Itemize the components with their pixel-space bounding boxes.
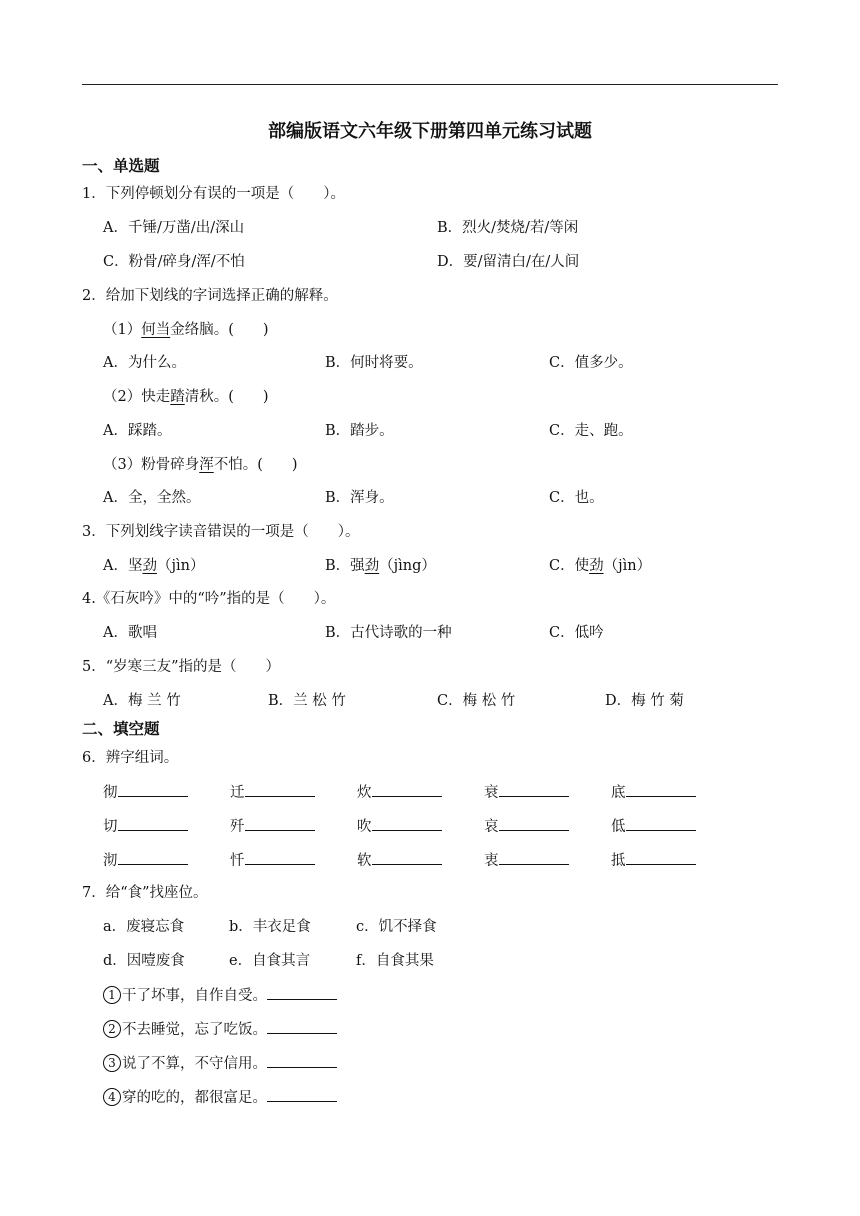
answer-blank[interactable] xyxy=(626,782,696,797)
q2-sub2 xyxy=(103,387,269,407)
q3-option-a-prefix: A．坚 xyxy=(103,558,143,574)
q6-cell xyxy=(611,850,696,871)
q6-char: 抵 xyxy=(611,853,626,869)
answer-blank[interactable] xyxy=(499,850,569,865)
q1-stem: 1．下列停顿划分有误的一项是（ ）。 xyxy=(82,186,345,202)
q3-option-c xyxy=(549,556,651,576)
q2-sub2-underlined: 踏 xyxy=(170,389,185,405)
q6-cell xyxy=(484,816,569,837)
q3-option-b xyxy=(325,556,436,576)
q3-option-c-underlined: 劲 xyxy=(589,558,604,574)
q6-cell xyxy=(230,850,315,871)
q6-char: 忏 xyxy=(230,853,245,869)
q2-sub3-option-a: A．全，全然。 xyxy=(103,490,201,506)
q2-sub2-option-c: C．走、跑。 xyxy=(549,423,633,439)
q2-sub2-prefix: （2）快走 xyxy=(103,389,171,405)
q6-cell xyxy=(103,816,188,837)
q6-char: 衰 xyxy=(484,785,499,801)
answer-blank[interactable] xyxy=(245,782,315,797)
circled-number: 4 xyxy=(103,1088,121,1106)
q3-option-c-pinyin: （jìn） xyxy=(603,558,652,574)
q6-cell xyxy=(103,850,188,871)
q6-cell xyxy=(357,850,442,871)
q7-option-f: f．自食其果 xyxy=(356,953,434,969)
q1-option-d: D．要/留清白/在/人间 xyxy=(437,254,580,270)
q3-option-a-underlined: 劲 xyxy=(142,558,157,574)
q6-char: 衷 xyxy=(484,853,499,869)
answer-blank[interactable] xyxy=(267,1053,337,1068)
q7-option-c: c．饥不择食 xyxy=(356,919,437,935)
answer-blank[interactable] xyxy=(118,850,188,865)
answer-blank[interactable] xyxy=(267,1087,337,1102)
q7-stem: 7．给“食”找座位。 xyxy=(82,885,208,901)
q7-item xyxy=(103,1053,337,1074)
q6-stem: 6．辨字组词。 xyxy=(82,750,179,766)
q2-sub2-option-b: B．踏步。 xyxy=(325,423,394,439)
q6-cell xyxy=(357,816,442,837)
q3-option-b-underlined: 劲 xyxy=(364,558,380,574)
q3-option-c-prefix: C．使 xyxy=(549,558,590,574)
answer-blank[interactable] xyxy=(372,782,442,797)
q7-item xyxy=(103,1019,337,1040)
q7-option-e: e．自食其言 xyxy=(229,953,311,969)
answer-blank[interactable] xyxy=(245,850,315,865)
q2-sub1-suffix: 金络脑。( ) xyxy=(170,322,269,338)
q2-sub1-prefix: （1） xyxy=(103,322,142,338)
q7-item-text: 干了坏事，自作自受。 xyxy=(122,988,267,1004)
q7-item-text: 说了不算，不守信用。 xyxy=(122,1056,267,1072)
q7-item xyxy=(103,985,337,1006)
q3-option-b-prefix: B．强 xyxy=(325,558,365,574)
q6-char: 炊 xyxy=(357,785,372,801)
page-title: 部编版语文六年级下册第四单元练习试题 xyxy=(268,121,592,142)
q2-sub3-suffix: 不怕。( ) xyxy=(213,457,298,473)
answer-blank[interactable] xyxy=(267,1019,337,1034)
q2-sub1-option-b: B．何时将要。 xyxy=(325,355,423,371)
q4-option-c: C．低吟 xyxy=(549,625,604,641)
q7-option-a: a．废寝忘食 xyxy=(103,919,185,935)
q1-option-b: B．烈火/焚烧/若/等闲 xyxy=(437,220,579,236)
answer-blank[interactable] xyxy=(499,782,569,797)
q7-option-d: d．因噎废食 xyxy=(103,953,185,969)
q6-char: 低 xyxy=(611,819,626,835)
q5-stem: 5．“岁寒三友”指的是（ ） xyxy=(82,659,281,675)
answer-blank[interactable] xyxy=(267,985,337,1000)
q5-option-b: B．兰 松 竹 xyxy=(268,693,346,709)
q7-item xyxy=(103,1087,337,1108)
circled-number: 3 xyxy=(103,1054,121,1072)
header-rule xyxy=(82,84,778,85)
answer-blank[interactable] xyxy=(372,850,442,865)
q2-sub1-option-c: C．值多少。 xyxy=(549,355,633,371)
q6-char: 哀 xyxy=(484,819,499,835)
q6-char: 迁 xyxy=(230,785,245,801)
q4-option-b: B．古代诗歌的一种 xyxy=(325,625,452,641)
q6-cell xyxy=(484,850,569,871)
q2-sub2-option-a: A．踩踏。 xyxy=(103,423,172,439)
q7-item-text: 穿的吃的，都很富足。 xyxy=(122,1090,267,1106)
q5-option-c: C．梅 松 竹 xyxy=(437,693,516,709)
q6-char: 沏 xyxy=(103,853,118,869)
q6-cell xyxy=(611,782,696,803)
answer-blank[interactable] xyxy=(626,816,696,831)
circled-number: 1 xyxy=(103,986,121,1004)
q6-char: 软 xyxy=(357,853,372,869)
q4-option-a: A．歌唱 xyxy=(103,625,157,641)
q2-sub1-option-a: A．为什么。 xyxy=(103,355,186,371)
section-heading-single-choice: 一、单选题 xyxy=(82,157,160,175)
q3-option-a-pinyin: （jìn） xyxy=(156,558,205,574)
circled-number: 2 xyxy=(103,1020,121,1038)
q3-option-b-pinyin: （jìng） xyxy=(379,558,436,574)
q6-cell xyxy=(230,816,315,837)
q7-option-b: b．丰衣足食 xyxy=(229,919,311,935)
q2-sub3-underlined: 浑 xyxy=(199,457,214,473)
q6-char: 切 xyxy=(103,819,118,835)
q2-sub2-suffix: 清秋。( ) xyxy=(184,389,269,405)
answer-blank[interactable] xyxy=(118,816,188,831)
q2-sub3-option-b: B．浑身。 xyxy=(325,490,394,506)
q6-cell xyxy=(611,816,696,837)
q6-cell xyxy=(484,782,569,803)
q6-cell xyxy=(357,782,442,803)
q2-stem: 2．给加下划线的字词选择正确的解释。 xyxy=(82,288,338,304)
q6-cell xyxy=(103,782,188,803)
q3-option-a xyxy=(103,556,204,576)
answer-blank[interactable] xyxy=(499,816,569,831)
answer-blank[interactable] xyxy=(118,782,188,797)
answer-blank[interactable] xyxy=(245,816,315,831)
q6-char: 歼 xyxy=(230,819,245,835)
q5-option-a: A．梅 兰 竹 xyxy=(103,693,181,709)
q6-char: 彻 xyxy=(103,785,118,801)
q3-stem: 3．下列划线字读音错误的一项是（ ）。 xyxy=(82,524,360,540)
q2-sub1 xyxy=(103,320,269,340)
q2-sub1-underlined: 何当 xyxy=(141,322,171,338)
answer-blank[interactable] xyxy=(372,816,442,831)
q7-item-text: 不去睡觉，忘了吃饭。 xyxy=(122,1022,267,1038)
answer-blank[interactable] xyxy=(626,850,696,865)
q6-cell xyxy=(230,782,315,803)
q4-stem: 4.《石灰吟》中的“吟”指的是（ ）。 xyxy=(82,591,336,607)
q1-option-c: C．粉骨/碎身/浑/不怕 xyxy=(103,254,245,270)
section-heading-fill-in: 二、填空题 xyxy=(82,720,160,738)
q2-sub3-prefix: （3）粉骨碎身 xyxy=(103,457,200,473)
q1-option-a: A．千锤/万凿/出/深山 xyxy=(103,220,245,236)
q5-option-d: D．梅 竹 菊 xyxy=(605,693,684,709)
q6-char: 底 xyxy=(611,785,626,801)
q6-char: 吹 xyxy=(357,819,372,835)
q2-sub3 xyxy=(103,455,298,475)
q2-sub3-option-c: C．也。 xyxy=(549,490,604,506)
